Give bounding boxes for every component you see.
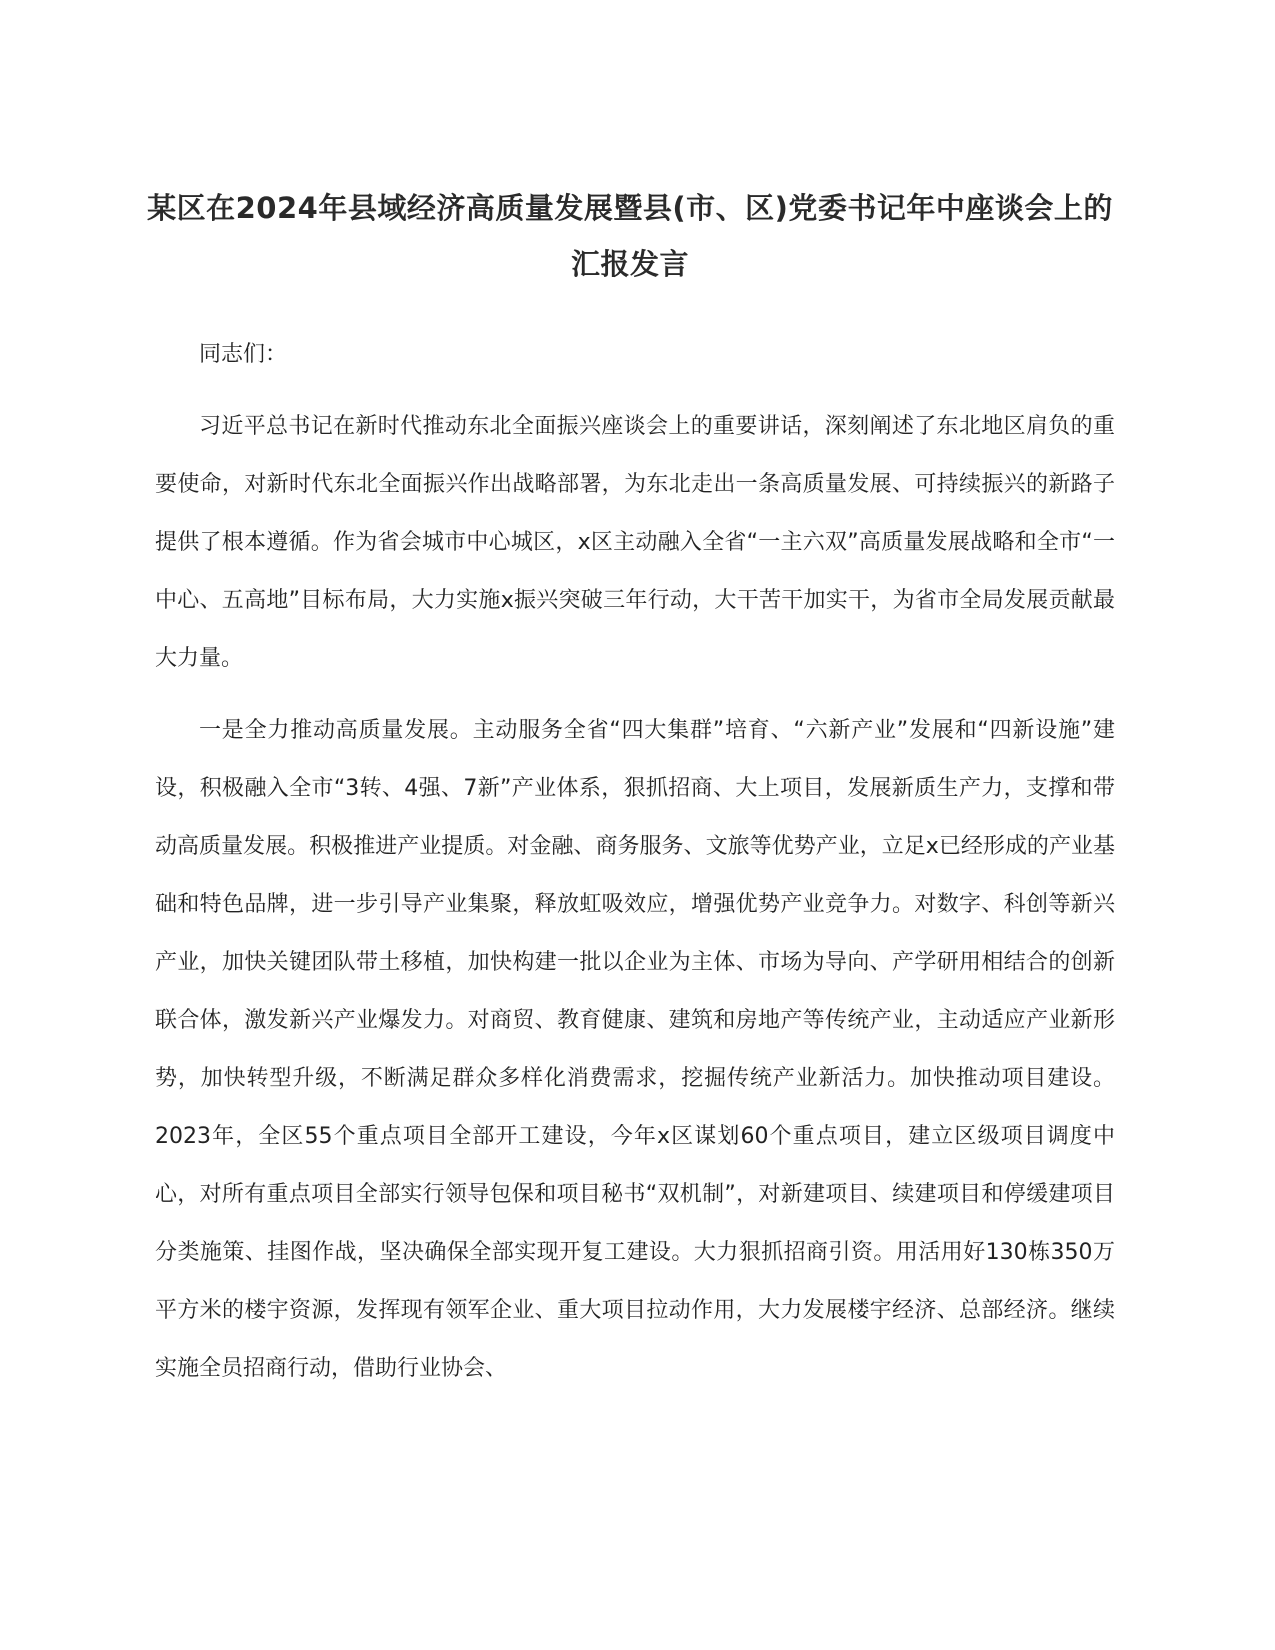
paragraph-intro: 习近平总书记在新时代推动东北全面振兴座谈会上的重要讲话，深刻阐述了东北地区肩负的重要使命，对新时代东北全面振兴作出战略部署，为东北走出一条高质量发展、可持续振兴的新路子提供了根本遵循。作为省会城市中心城区，x区主动融入全省“一主六双”高质量发展战略和全市“一中心、五高地”目标布局，大力实施x振兴突破三年行动，大干苦干加实干，为省市全局发展贡献最大力量。 xyxy=(155,414,1115,671)
greeting: 同志们： xyxy=(199,342,288,367)
paragraph-point-one: 一是全力推动高质量发展。主动服务全省“四大集群”培育、“六新产业”发展和“四新设施”建设，积极融入全市“3转、4强、7新”产业体系，狠抓招商、大上项目，发展新质生产力，支撑和带动高质量发展。积极推进产业提质。对金融、商务服务、文旅等优势产业，立足x已经形成的产业基础和特色品牌，进一步引导产业集聚，释放虹吸效应，增强优势产业竞争力。对数字、科创等新兴产业，加快关键团队带土移植，加快构建一批以企业为主体、市场为导向、产学研用相结合的创新联合体，激发新兴产业爆发力。对商贸、教育健康、建筑和房地产等传统产业，主动适应产业新形势，加快转型升级，不断满足群众多样化消费需求，挖掘传统产业新活力。加快推动项目建设。2023年，全区55个重点项目全部开工建设，今年x区谋划60个重点项目，建立区级项目调度中心，对所有重点项目全部实行领导包保和项目秘书“双机制”，对新建项目、续建项目和停缓建项目分类施策、挂图作战，坚决确保全部实现开复工建设。大力狠抓招商引资。用活用好130栋350万平方米的楼宇资源，发挥现有领军企业、重大项目拉动作用，大力发展楼宇经济、总部经济。继续实施全员招商行动，借助行业协会、 xyxy=(155,718,1115,1381)
document-body xyxy=(155,326,1115,1412)
document-title: 某区在2024年县域经济高质量发展暨县(市、区)党委书记年中座谈会上的汇报发言 xyxy=(147,191,1113,281)
